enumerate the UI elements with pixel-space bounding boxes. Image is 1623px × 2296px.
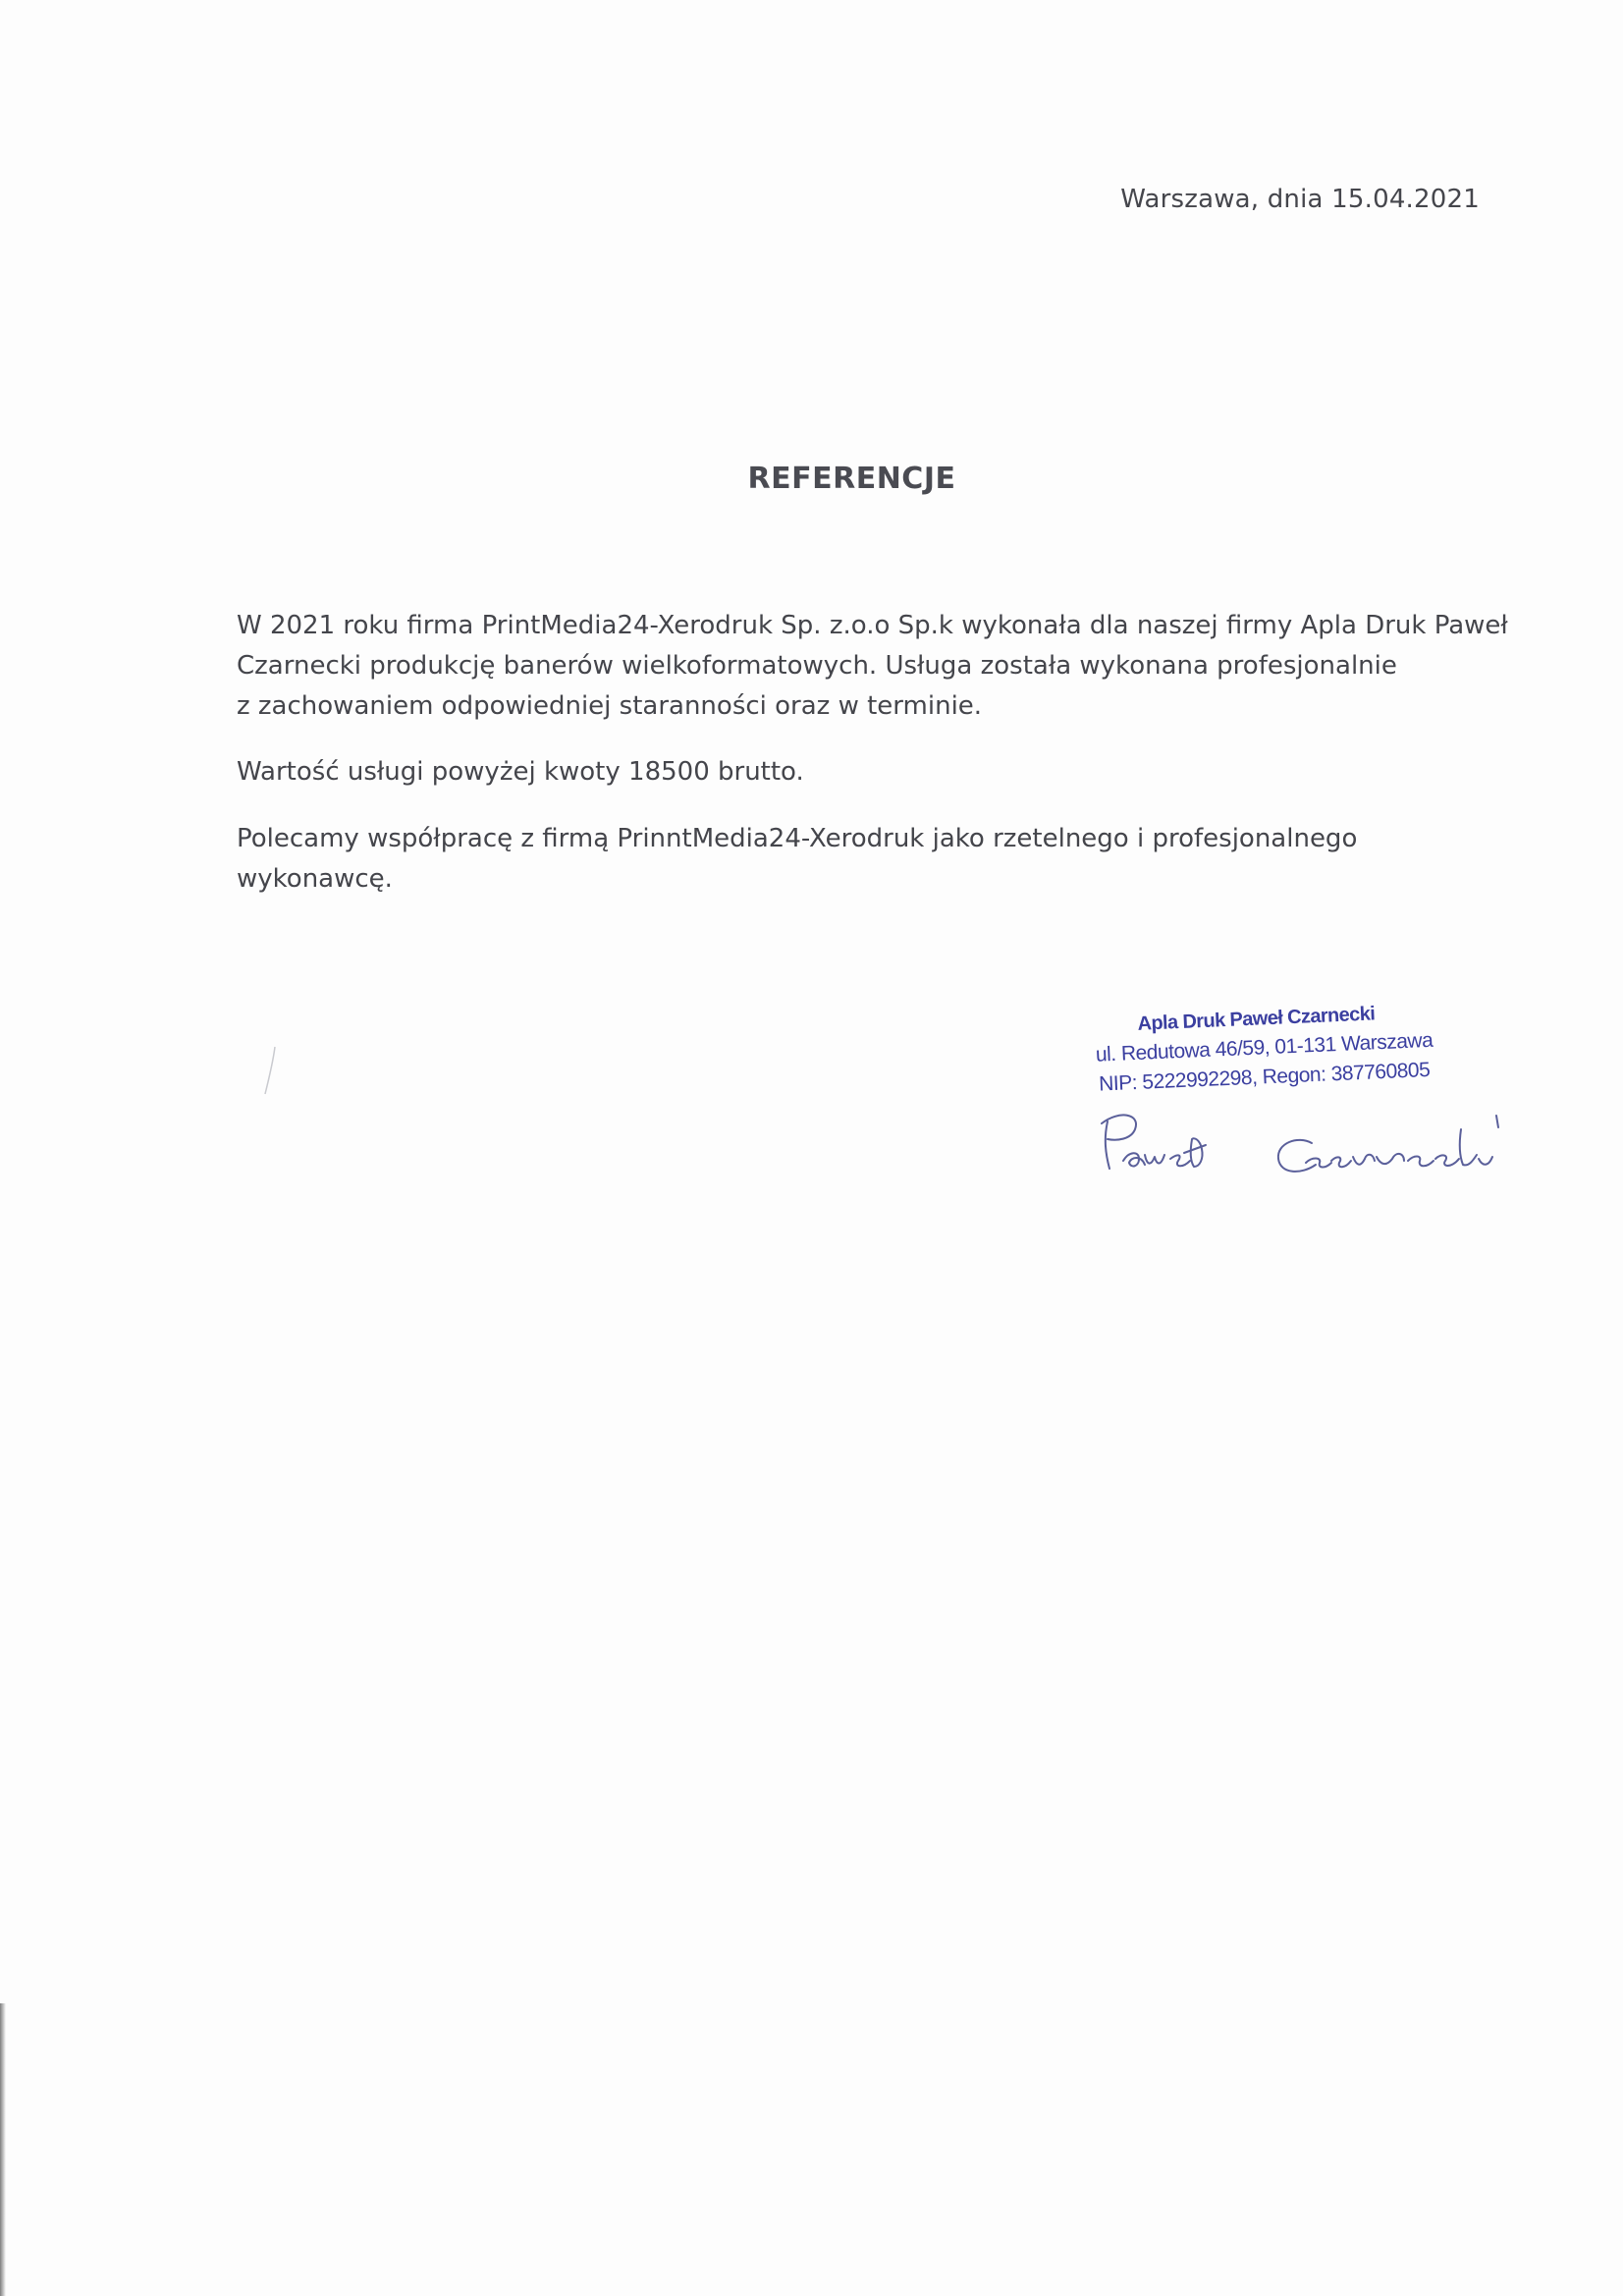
paragraph-value (237, 752, 1415, 793)
paragraph-line: Polecamy współpracę z firmą PrinntMedia24-Xerodruk jako rzetelnego i profesjonalnego (237, 824, 1358, 853)
handwritten-signature (1080, 1100, 1512, 1188)
document-body (237, 606, 1508, 900)
document-title: REFERENCJE (747, 462, 956, 496)
paragraph-service (237, 606, 1508, 727)
paragraph-line: wykonawcę. (237, 864, 393, 894)
stamp-address: ul. Redutowa 46/59, 01-131 Warszawa (1095, 1028, 1434, 1066)
company-stamp (1090, 994, 1506, 1100)
stamp-tax-ids: NIP: 5222992298, Regon: 387760805 (1098, 1058, 1431, 1096)
scan-edge-shadow (0, 2003, 6, 2296)
paragraph-line: Czarnecki produkcję banerów wielkoformatowych. Usługa została wykonana profesjonalnie (237, 651, 1397, 681)
paragraph-line: Wartość usługi powyżej kwoty 18500 brutto. (237, 757, 804, 787)
paragraph-line: z zachowaniem odpowiedniej staranności oraz w terminie. (237, 691, 983, 721)
stamp-company-name: Apla Druk Paweł Czarnecki (1137, 1003, 1376, 1035)
paragraph-line: W 2021 roku firma PrintMedia24-Xerodruk Sp. z.o.o Sp.k wykonała dla naszej firmy Apla Druk Paweł (237, 611, 1508, 640)
document-date: Warszawa, dnia 15.04.2021 (1120, 185, 1480, 214)
paragraph-recommendation (237, 819, 1415, 900)
stray-pen-mark (257, 1041, 287, 1100)
